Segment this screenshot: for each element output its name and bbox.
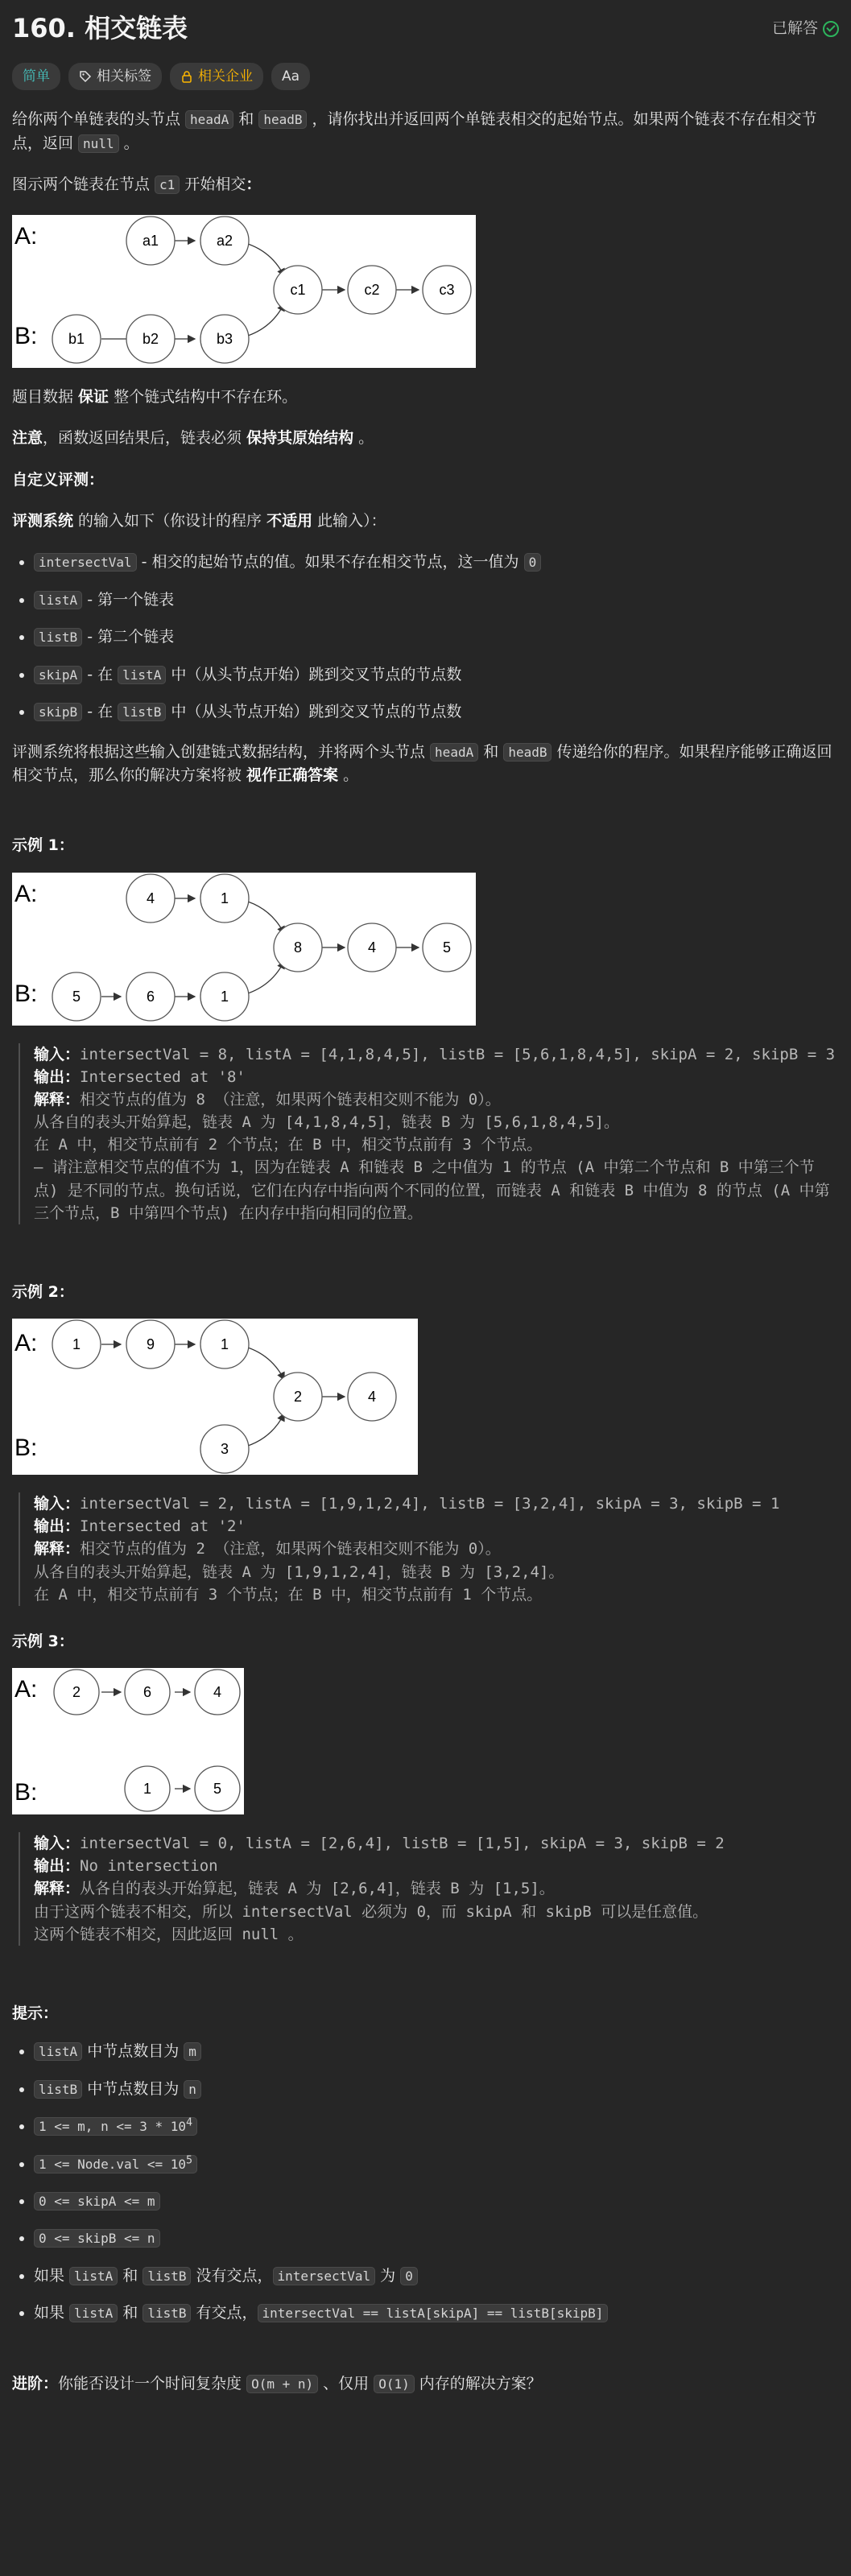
judge-input-paragraph: 评测系统 的输入如下（你设计的程序 不适用 此输入）： — [12, 511, 386, 530]
svg-text:b1: b1 — [68, 330, 85, 347]
svg-text:B:: B: — [14, 1435, 38, 1462]
node — [200, 315, 249, 363]
list-item: • 0 <= skipA <= m — [34, 2190, 839, 2213]
svg-text:a1: a1 — [142, 232, 159, 249]
judge-explain-paragraph: 评测系统将根据这些输入创建链式数据结构，并将两个头节点 headA 和 headB 传递给你的程序。如果程序能够正确返回相交节点，那么你的解决方案将被 视作正确答案 。 — [12, 742, 832, 785]
topics-tag-button[interactable] — [68, 63, 162, 90]
svg-text:b2: b2 — [142, 330, 159, 347]
node — [423, 923, 471, 972]
example-1-block: 输入：intersectVal = 8, listA = [4,1,8,4,5], listB = [5,6,1,8,4,5], skipA = 2, skipB = 3 输出：Intersected at '8' 解释：相交节点的值为 8 （注意，如果两个链表相交则不能为 0）。 从各自的表头开始算起，链表 A 为 [4,1,8,4,5]，链表 B 为 [5,6,1,8,4,5]。 在 A 中，相交节点前有 2 个节点；在 B 中，相交节点前有 3 个节点。 — 请注意相交节点的值不为 1，因为在链表 A 和链表 B 之中值为 1 的节点 (A 中第二个节点和 B 中第三个节点) 是不同的节点。换句话说，它们在内存中指向两个不同的位置，而链表 A 和链表 B 中值为 8 的节点 (A 中第三个节点，B 中第四个节点) 在内存中指向相同的位置。 — [19, 1043, 839, 1224]
list-item: • listB 中节点数目为 n — [34, 2078, 839, 2101]
svg-text:A:: A: — [14, 1676, 38, 1703]
guarantee-paragraph: 题目数据 保证 整个链式结构中不存在环。 — [12, 387, 298, 406]
svg-text:a2: a2 — [216, 232, 233, 249]
diagram-caption: 图示两个链表在节点 c1 开始相交： — [12, 175, 262, 194]
node — [274, 266, 322, 314]
svg-text:1: 1 — [143, 1781, 152, 1798]
node — [195, 1766, 240, 1811]
svg-text:2: 2 — [72, 1684, 81, 1701]
hints-title: 提示： — [12, 2004, 59, 2022]
node — [54, 1670, 99, 1715]
svg-text:4: 4 — [367, 939, 377, 956]
svg-text:B:: B: — [14, 980, 38, 1007]
hints-list — [12, 2040, 839, 2326]
svg-text:9: 9 — [146, 1336, 155, 1353]
code-headB: headB — [258, 110, 307, 129]
note-paragraph: 注意，函数返回结果后，链表必须 保持其原始结构 。 — [12, 429, 374, 448]
svg-text:8: 8 — [293, 939, 303, 956]
solved-status — [772, 17, 839, 40]
node — [200, 217, 249, 265]
node — [126, 972, 175, 1021]
node — [52, 972, 101, 1021]
example-3-title: 示例 3： — [12, 1632, 74, 1650]
svg-text:1: 1 — [72, 1336, 81, 1353]
difficulty-badge[interactable]: 简单 — [12, 63, 60, 90]
custom-judge-title: 自定义评测： — [12, 470, 105, 489]
list-item: • 如果 listA 和 listB 有交点， intersectVal == listA[skipA] == listB[skipB] — [34, 2301, 839, 2325]
tag-icon — [79, 70, 92, 83]
judge-input-list — [12, 551, 839, 724]
example-3-block: 输入：intersectVal = 0, listA = [2,6,4], listB = [1,5], skipA = 3, skipB = 2 输出：No intersection 解释：从各自的表头开始算起，链表 A 为 [2,6,4]，链表 B 为 [1,5]。 由于这两个链表不相交，所以 intersectVal 必须为 0，而 skipA 和 skipB 可以是任意值。 这两个链表不相交，因此返回 null 。 — [19, 1832, 839, 1946]
node — [195, 1670, 240, 1715]
node — [52, 315, 101, 363]
svg-text:4: 4 — [146, 890, 155, 906]
svg-text:1: 1 — [220, 1336, 229, 1353]
svg-text:c1: c1 — [290, 281, 306, 298]
svg-text:5: 5 — [442, 939, 452, 956]
node — [125, 1670, 170, 1715]
node — [126, 1320, 175, 1368]
svg-text:4: 4 — [367, 1389, 377, 1406]
svg-text:B:: B: — [14, 1779, 38, 1806]
list-item: • 如果 listA 和 listB 没有交点， intersectVal 为 0 — [34, 2264, 839, 2288]
svg-text:c2: c2 — [364, 281, 380, 298]
companies-tag-button[interactable] — [170, 63, 263, 90]
svg-text:A:: A: — [14, 880, 38, 907]
svg-text:A:: A: — [14, 1330, 38, 1357]
title-row — [12, 0, 839, 58]
example-1-title: 示例 1： — [12, 836, 74, 855]
svg-text:6: 6 — [146, 988, 155, 1005]
tag-row — [12, 63, 839, 90]
list-item: • 1 <= m, $n <= 3 * 10^4$ — [34, 2115, 839, 2138]
list-item: • listA 中节点数目为 m — [34, 2040, 839, 2063]
svg-text:b3: b3 — [216, 330, 233, 347]
list-item: • skipB - 在 listB 中（从头节点开始）跳到交叉节点的节点数 — [34, 700, 839, 724]
list-item: • listA - 第一个链表 — [34, 588, 839, 612]
example-2-block: 输入：intersectVal = 2, listA = [1,9,1,2,4], listB = [3,2,4], skipA = 3, skipB = 1 输出：Intersected at '2' 解释：相交节点的值为 2 （注意，如果两个链表相交则不能为 0）。 从各自的表头开始算起，链表 A 为 [1,9,1,2,4]，链表 B 为 [3,2,4]。 在 A 中，相交节点前有 3 个节点；在 B 中，相交节点前有 1 个节点。 — [19, 1492, 839, 1606]
companies-tag-label: 相关企业 — [198, 68, 253, 85]
node — [126, 217, 175, 265]
label-a: A: — [14, 222, 38, 250]
node — [274, 923, 322, 972]
node — [348, 1373, 396, 1421]
intersection-diagram — [12, 215, 476, 368]
list-item: • 0 <= skipB <= n — [34, 2227, 839, 2250]
list-item: • 1 <= Node.val <= $10^5$ — [34, 2153, 839, 2176]
node — [125, 1766, 170, 1811]
example-2-title: 示例 2： — [12, 1282, 74, 1301]
code-null: null — [78, 134, 119, 153]
check-circle-icon — [823, 21, 839, 37]
font-size-button[interactable] — [271, 63, 310, 90]
code-headA: headA — [185, 110, 233, 129]
example-3-diagram — [12, 1668, 244, 1814]
node — [126, 874, 175, 923]
svg-text:1: 1 — [220, 988, 229, 1005]
topics-tag-label: 相关标签 — [97, 68, 151, 85]
lock-icon — [180, 70, 193, 83]
node — [348, 266, 396, 314]
svg-text:4: 4 — [213, 1684, 222, 1701]
node — [200, 1320, 249, 1368]
node — [274, 1373, 322, 1421]
followup-paragraph: 进阶：你能否设计一个时间复杂度 O(m + n) 、仅用 O(1) 内存的解决方案？ — [12, 2374, 542, 2392]
example-1-diagram — [12, 873, 476, 1026]
node — [348, 923, 396, 972]
svg-text:5: 5 — [72, 988, 81, 1005]
solved-label: 已解答 — [771, 19, 818, 38]
svg-text:c3: c3 — [439, 281, 455, 298]
description-paragraph: 给你两个单链表的头节点 headA 和 headB ，请你找出并返回两个单链表相交的起始节点。如果两个链表不存在相交节点，返回 null 。 — [12, 110, 817, 152]
node — [52, 1320, 101, 1368]
svg-text:3: 3 — [220, 1441, 229, 1458]
svg-text:6: 6 — [143, 1684, 152, 1701]
svg-text:1: 1 — [220, 890, 229, 906]
problem-title[interactable]: 160. 相交链表 — [12, 13, 188, 44]
svg-text:2: 2 — [293, 1389, 303, 1406]
example-2-diagram — [12, 1319, 418, 1475]
node — [200, 874, 249, 923]
node — [126, 315, 175, 363]
node — [200, 972, 249, 1021]
svg-text:5: 5 — [213, 1781, 222, 1798]
list-item: • listB - 第二个链表 — [34, 625, 839, 649]
node — [200, 1425, 249, 1473]
list-item: • intersectVal - 相交的起始节点的值。如果不存在相交节点，这一值为 0 — [34, 551, 839, 574]
font-size-icon: Aa — [282, 68, 300, 85]
list-item: • skipA - 在 listA 中（从头节点开始）跳到交叉节点的节点数 — [34, 663, 839, 687]
node — [423, 266, 471, 314]
code-c1: c1 — [155, 175, 180, 194]
label-b: B: — [14, 322, 38, 349]
